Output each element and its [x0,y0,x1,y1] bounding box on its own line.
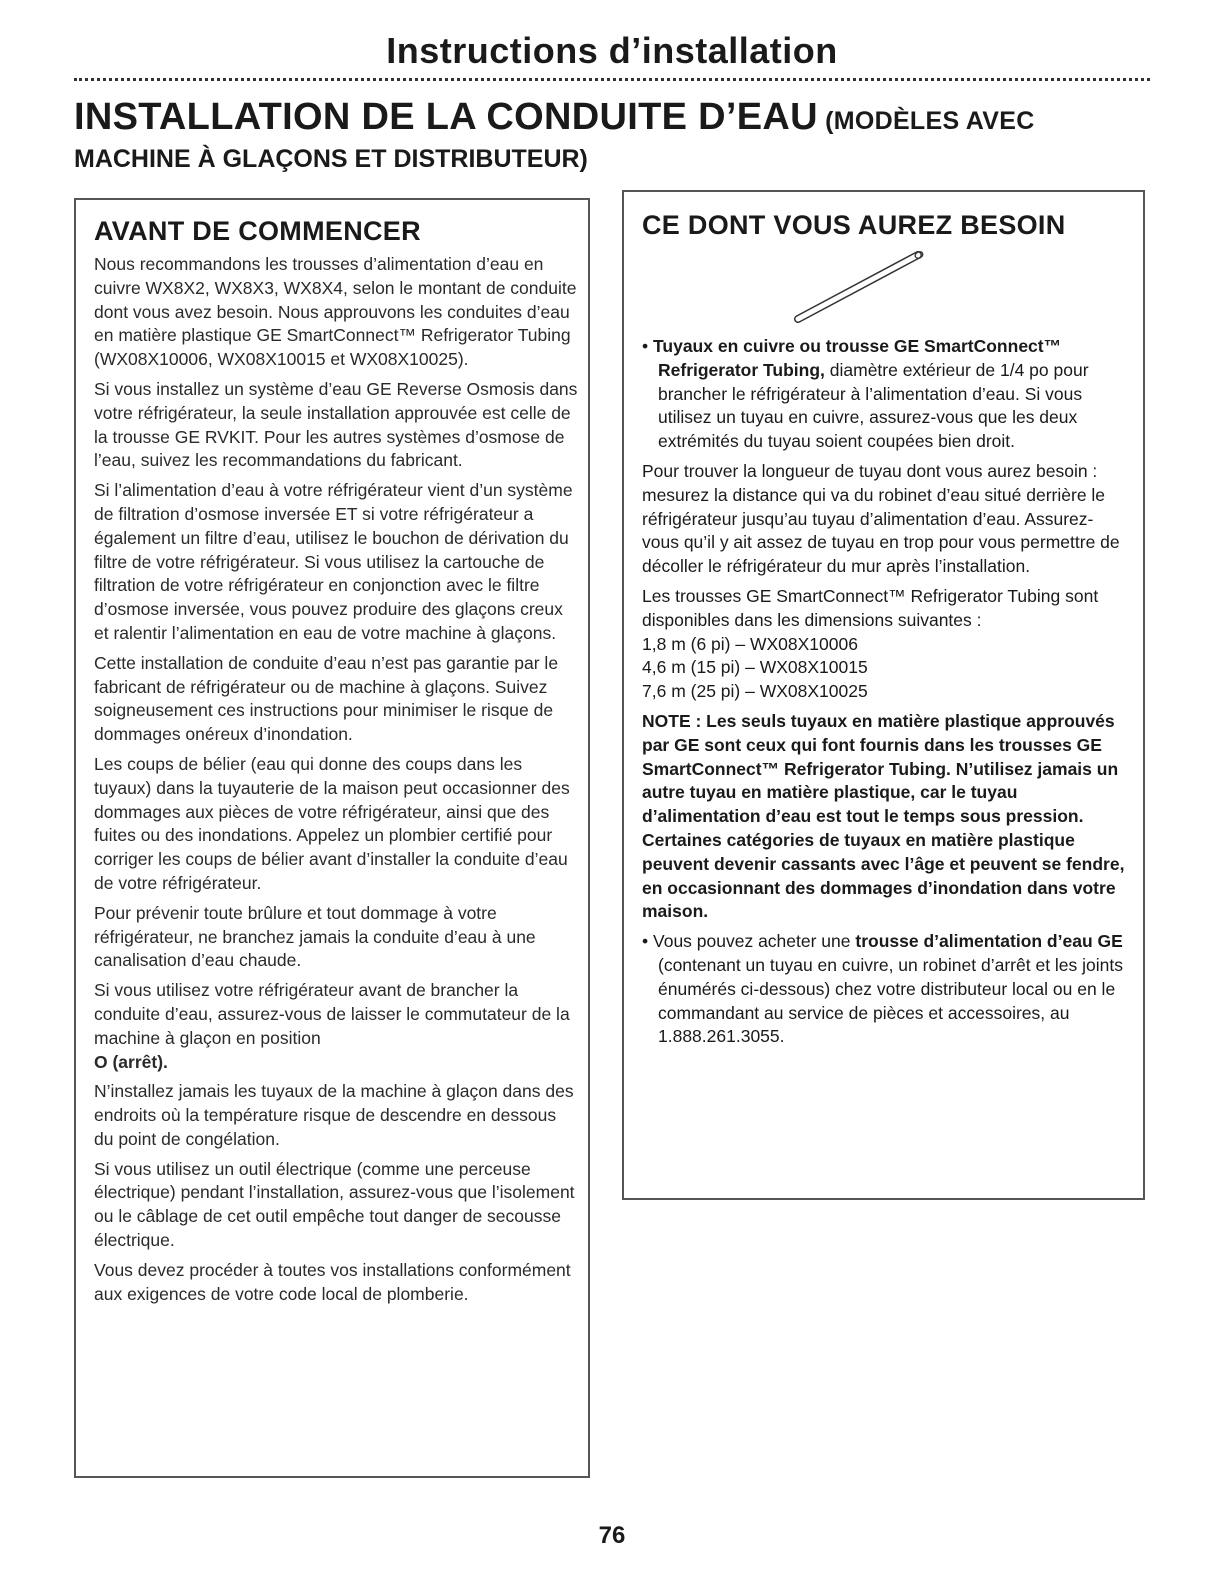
page-number: 76 [598,1522,626,1549]
paragraph-kits-intro: Les trousses GE SmartConnect™ Refrigerator Tubing sont disponibles dans les dimensions suivantes : [642,585,1099,630]
before-you-begin-body [94,253,588,1306]
kit-size-item: 4,6 m (15 pi) – WX08X10015 [642,657,868,678]
paragraph-water-hammer: Les coups de bélier (eau qui donne des coups dans les tuyaux) dans la tuyauterie de la maison peut occasionner des dommages aux pièces de votre réfrigérateur, ainsi que des fuites ou des inondations. Appelez un plombier certifié pour corriger les coups de bélier avant d’installer la conduite d’eau de votre réfrigérateur. [94,753,570,893]
paragraph-plumbing-code: Vous devez procéder à toutes vos installations conformément aux exigences de votre code local de plomberie. [94,1259,571,1304]
bullet-supply-kit-bold: trousse d’alimentation d’eau GE [855,931,1123,952]
bullet-supply-kit-post: (contenant un tuyau en cuivre, un robinet d’arrêt et les joints énumérés ci-dessous) chez votre distributeur local ou en le commandant au service de pièces et accessoires, au 1.888.261.3055. [658,954,1123,1047]
paragraph-recommended-kits: Nous recommandons les trousses d’alimentation d’eau en cuivre WX8X2, WX8X3, WX8X4, selon le montant de conduite dont vous avez besoin. Nous approuvons les conduites d’eau en matière plastique GE SmartConnect™ Refrigerator Tubing (WX08X10006, WX08X10015 et WX08X10025). [94,254,577,370]
bullet-tubing: • Tuyaux en cuivre ou trousse GE SmartConnect™ Refrigerator Tubing, diamètre extérieur de 1/4 po pour brancher le réfrigérateur à l’alimentation d’eau. Si vous utilisez un tuyau en cuivre, assurez-vous que les deux extrémités du tuyau soient coupées bien droit. [642,336,1089,452]
paragraph-filter-bypass: Si l’alimentation d’eau à votre réfrigérateur vient d’un système de filtration d’osmose inversée ET si votre réfrigérateur a également un filtre d’eau, utilisez le bouchon de dérivation du filtre de votre réfrigérateur. Si vous utilisez la cartouche de filtration de votre réfrigérateur en conjonction avec le filtre d’osmose inversée, vous pouvez produire des glaçons creux et ralentir l’alimentation en eau de votre machine à glaçons. [94,480,573,643]
what-you-need-box [622,190,1145,1200]
bullet-supply-kit: • Vous pouvez acheter une trousse d’alimentation d’eau GE (contenant un tuyau en cuivre, un robinet d’arrêt et les joints énumérés ci-dessous) chez votre distributeur local ou en le commandant au service de pièces et accessoires, au 1.888.261.3055. [642,931,1123,1047]
paragraph-power-tools: Si vous utilisez un outil électrique (comme une perceuse électrique) pendant l’installation, assurez-vous que l’isolement ou le câblage de cet outil empêche tout danger de secousse électrique. [94,1158,575,1251]
section-title [74,96,1035,139]
paragraph-tube-length: Pour trouver la longueur de tuyau dont vous aurez besoin : mesurez la distance qui va du robinet d’eau situé derrière le réfrigérateur jusqu’au tuyau d’alimentation d’eau. Assurez-vous qu’il y ait assez de tuyau en trop pour vous permettre de décoller le réfrigérateur du mur après l’installation. [642,460,1120,577]
paragraph-hot-water: Pour prévenir toute brûlure et tout dommage à votre réfrigérateur, ne branchez jamais la conduite d’eau à une canalisation d’eau chaude. [94,902,536,971]
paragraph-freezing: N’installez jamais les tuyaux de la machine à glaçon dans des endroits où la température risque de descendre en dessous du point de congélation. [94,1081,574,1149]
tubing-icon [790,247,930,329]
header-divider [74,78,1150,81]
kit-size-item: 7,6 m (25 pi) – WX08X10025 [642,681,868,702]
paragraph-reverse-osmosis: Si vous installez un système d’eau GE Reverse Osmosis dans votre réfrigérateur, la seule installation approuvée est celle de la trousse GE RVKIT. Pour les autres systèmes d’osmose de l’eau, suivez les recommandations du fabricant. [94,378,578,471]
note-plastic-tubing: NOTE : Les seuls tuyaux en matière plastique approuvés par GE sont ceux qui font fournis dans les trousses GE SmartConnect™ Refrigerator Tubing. N’utilisez jamais un autre tuyau en matière plastique, car le tuyau d’alimentation d’eau est tout le temps sous pression. Certaines catégories de tuyaux en matière plastique peuvent devenir cassants avec l’âge et peuvent se fendre, en occasionnant des dommages d’inondation dans votre maison. [642,710,1125,922]
paragraph-warranty: Cette installation de conduite d’eau n’est pas garantie par le fabricant de réfrigérateur ou de machine à glaçons. Suivez soigneusement ces instructions pour minimiser le risque de dommages onéreux d’inondation. [94,652,559,745]
what-you-need-title: CE DONT VOUS AUREZ BESOIN [642,210,1066,240]
bullet-tubing-bold: Tuyaux en cuivre ou trousse GE SmartConnect™ Refrigerator Tubing, [653,336,1062,380]
section-subtitle: MACHINE À GLAÇONS ET DISTRIBUTEUR) [74,145,588,173]
section-title-main: INSTALLATION DE LA CONDUITE D’EAU [74,96,818,138]
section-title-models: (MODÈLES AVEC [817,107,1035,135]
off-position-label: O (arrêt). [94,1051,168,1072]
bullet-tubing-text: diamètre extérieur de 1/4 po pour brancher le réfrigérateur à l’alimentation d’eau. Si vous utilisez un tuyau en cuivre, assurez-vous que les deux extrémités du tuyau soient coupées bien droit. [658,359,1089,452]
before-you-begin-title: AVANT DE COMMENCER [94,216,421,246]
page-header-title: Instructions d’installation [386,30,838,71]
bullet-supply-kit-pre: Vous pouvez acheter une [653,931,856,952]
paragraph-icemaker-off: Si vous utilisez votre réfrigérateur avant de brancher la conduite d’eau, assurez-vous de laisser le commutateur de la machine à glaçon en position [94,980,570,1048]
before-you-begin-box [74,198,590,1478]
kit-size-item: 1,8 m (6 pi) – WX08X10006 [642,633,858,654]
